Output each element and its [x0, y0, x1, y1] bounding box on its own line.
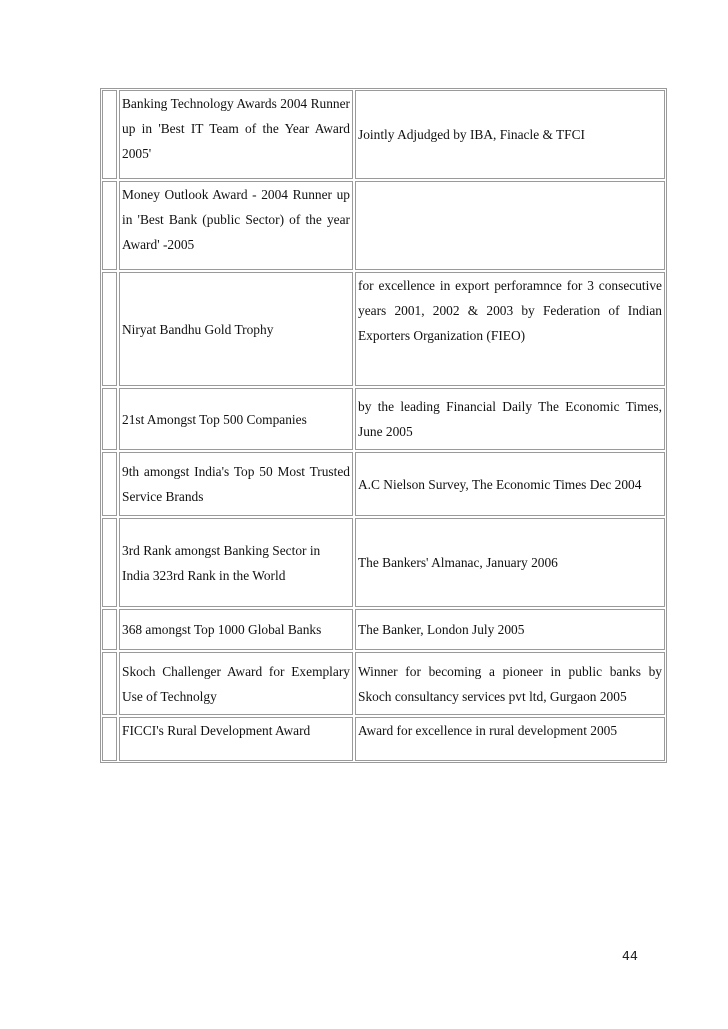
details-cell [355, 272, 665, 386]
details-text: by the leading Financial Daily The Economic Times, June 2005 [358, 399, 662, 439]
details-text: for excellence in export perforamnce for 3 consecutive years 2001, 2002 & 2003 by Federation of Indian Exporters Organization (FIEO) [358, 278, 662, 343]
details-text: The Banker, London July 2005 [358, 622, 525, 637]
award-text: 9th amongst India's Top 50 Most Trusted Service Brands [122, 464, 350, 504]
row-gutter [102, 518, 117, 607]
details-cell [355, 452, 665, 516]
award-text: Money Outlook Award - 2004 Runner up in 'Best Bank (public Sector) of the year Award' -2005 [122, 187, 350, 252]
award-text: Niryat Bandhu Gold Trophy [122, 321, 274, 337]
award-cell [119, 609, 353, 650]
table-row [102, 388, 665, 450]
row-gutter [102, 181, 117, 270]
table-row [102, 90, 665, 179]
table-row [102, 452, 665, 516]
award-text: 21st Amongst Top 500 Companies [122, 411, 307, 427]
table-row [102, 181, 665, 270]
details-cell [355, 518, 665, 607]
table-row [102, 272, 665, 386]
details-text: Jointly Adjudged by IBA, Finacle & TFCI [358, 127, 586, 142]
table-row [102, 518, 665, 607]
award-cell [119, 452, 353, 516]
row-gutter [102, 90, 117, 179]
row-gutter [102, 452, 117, 516]
award-cell [119, 518, 353, 607]
row-gutter [102, 652, 117, 715]
details-cell [355, 652, 665, 715]
award-cell [119, 181, 353, 270]
row-gutter [102, 388, 117, 450]
table-row [102, 652, 665, 715]
details-text: The Bankers' Almanac, January 2006 [358, 555, 558, 570]
table-row [102, 609, 665, 650]
award-cell [119, 90, 353, 179]
award-text: 3rd Rank amongst Banking Sector in India 323rd Rank in the World [122, 542, 321, 583]
details-cell [355, 181, 665, 270]
page-number: 44 [622, 948, 638, 963]
details-cell [355, 90, 665, 179]
award-text: 368 amongst Top 1000 Global Banks [122, 622, 322, 637]
awards-table [100, 88, 667, 763]
table-row [102, 717, 665, 761]
details-cell [355, 717, 665, 761]
award-text: Skoch Challenger Award for Exemplary Use of Technolgy [122, 663, 350, 704]
row-gutter [102, 609, 117, 650]
details-text: Winner for becoming a pioneer in public banks by Skoch consultancy services pvt ltd, Gurgaon 2005 [358, 663, 662, 704]
award-cell [119, 652, 353, 715]
award-text: FICCI's Rural Development Award [122, 723, 311, 738]
row-gutter [102, 717, 117, 761]
award-text: Banking Technology Awards 2004 Runner up in 'Best IT Team of the Year Award 2005' [122, 96, 350, 161]
details-text: A.C Nielson Survey, The Economic Times Dec 2004 [358, 476, 642, 492]
award-cell [119, 717, 353, 761]
details-cell [355, 388, 665, 450]
award-cell [119, 388, 353, 450]
details-text: Award for excellence in rural development 2005 [358, 723, 618, 738]
details-cell [355, 609, 665, 650]
award-cell [119, 272, 353, 386]
row-gutter [102, 272, 117, 386]
